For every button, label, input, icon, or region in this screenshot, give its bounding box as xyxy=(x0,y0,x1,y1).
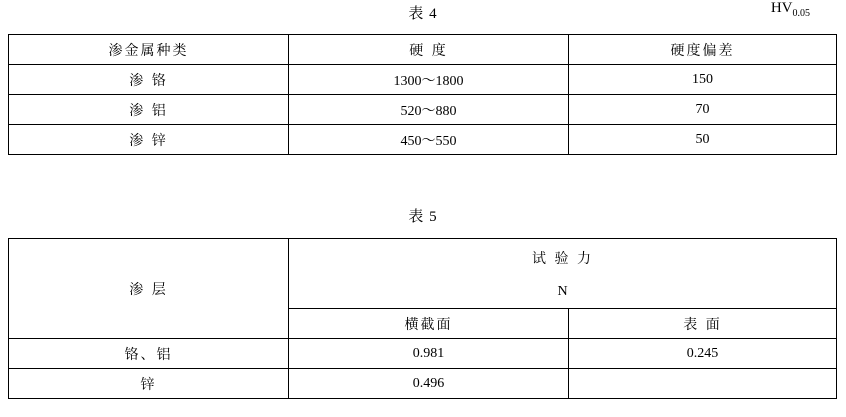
table4-r1-c0: 渗 铝 xyxy=(9,95,289,125)
table5-r1-c1: 0.496 xyxy=(289,369,569,399)
table-5 xyxy=(8,238,837,399)
table-row xyxy=(9,339,837,369)
table-row xyxy=(9,35,837,65)
table4-r0-c2: 150 xyxy=(569,65,837,95)
table-row xyxy=(9,95,837,125)
table4-caption: 表 4 xyxy=(408,6,438,22)
table4-header-cell-1: 硬 度 xyxy=(289,35,569,65)
table5-group-header: 试 验 力 xyxy=(289,239,837,277)
table4-caption-row xyxy=(0,0,846,26)
table5-subheader-0: 横截面 xyxy=(289,309,569,339)
table-row xyxy=(9,125,837,155)
table-4 xyxy=(8,34,837,155)
table4-r1-c2: 70 xyxy=(569,95,837,125)
hardness-unit-label xyxy=(771,0,810,19)
table5-group-unit: N xyxy=(289,277,837,309)
table-row xyxy=(9,239,837,277)
table4-r2-c0: 渗 锌 xyxy=(9,125,289,155)
table4-header-cell-0: 渗金属种类 xyxy=(9,35,289,65)
table5-r0-c1: 0.981 xyxy=(289,339,569,369)
unit-subscript: 0.05 xyxy=(792,8,810,19)
table-row xyxy=(9,369,837,399)
table-row xyxy=(9,65,837,95)
unit-text: HV xyxy=(770,0,793,16)
table5-r0-c2: 0.245 xyxy=(569,339,837,369)
table5-subheader-1: 表 面 xyxy=(569,309,837,339)
table4-r1-c1: 520～880 xyxy=(289,95,569,125)
table4-r2-c1: 450～550 xyxy=(289,125,569,155)
table5-r1-c2 xyxy=(569,369,837,399)
table5-r0-c0: 铬、铝 xyxy=(9,339,289,369)
table4-r2-c2: 50 xyxy=(569,125,837,155)
table4-r0-c1: 1300～1800 xyxy=(289,65,569,95)
table5-r1-c0: 锌 xyxy=(9,369,289,399)
table4-r0-c0: 渗 铬 xyxy=(9,65,289,95)
table5-caption: 表 5 xyxy=(408,209,438,225)
table5-col1-header: 渗 层 xyxy=(9,239,289,339)
table4-header-cell-2: 硬度偏差 xyxy=(569,35,837,65)
